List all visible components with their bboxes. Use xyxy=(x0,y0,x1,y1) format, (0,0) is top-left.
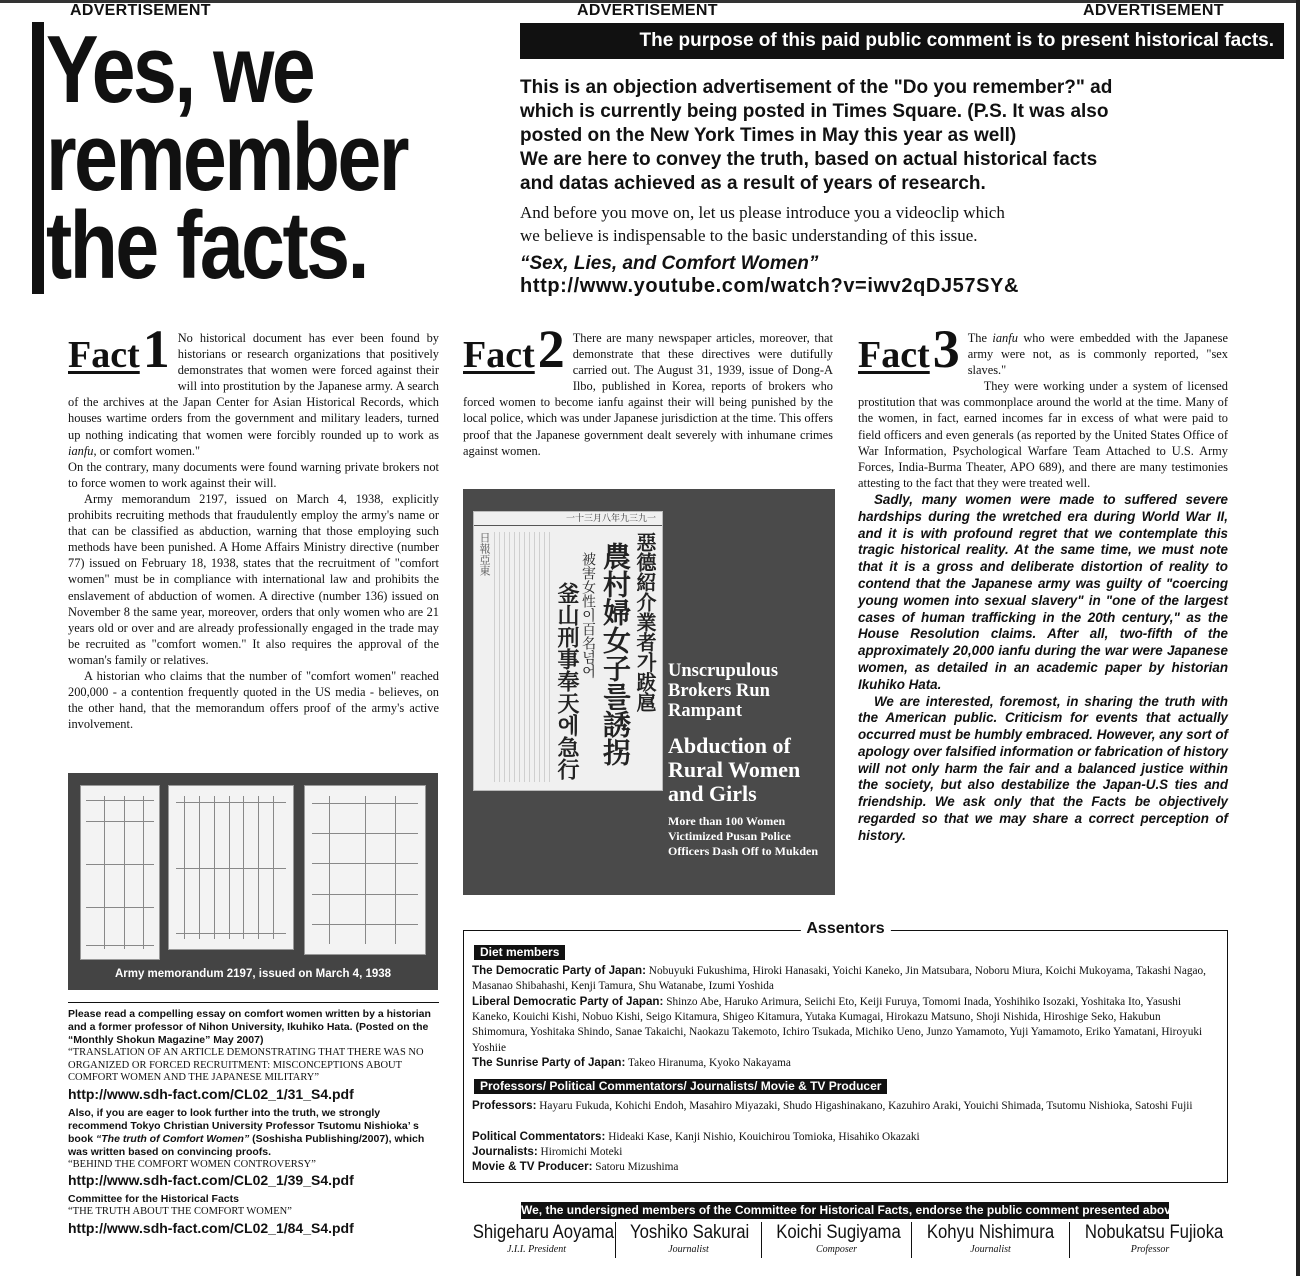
group-label: Movie & TV Producer: xyxy=(472,1160,593,1173)
assentor-group-dpj xyxy=(472,963,1217,994)
assentor-group-sunrise xyxy=(472,1055,1217,1071)
memo-document-1 xyxy=(80,785,160,960)
video-link[interactable]: http://www.youtube.com/watch?v=iwv2qDJ57SY& xyxy=(520,275,1020,297)
clipping-headline-1: 惡德紹介業者가跋扈 xyxy=(633,532,657,712)
fact-3-paragraph-4: We are interested, foremost, in sharing the truth with the American public. Criticism for events that actually occurred must be humbly embraced. However, any sort of apology over falsified information or fabrication of history will not only harm the fair and a balanced justice within the society, but also destabilize the Japan-U.S ties and friendship. We ask only that the Facts be objectively regarded so that we may share a correct perception of history. xyxy=(858,693,1228,843)
video-intro xyxy=(520,201,1120,247)
resources xyxy=(68,1008,438,1237)
fact-1-paragraph-4: A historian who claims that the number of "comfort women" reached 200,000 - a contention frequently quoted in the US media - believes, on the other hand, that the memorandum offers proof of the army's active involvement. xyxy=(68,668,439,732)
ad-label-right: ADVERTISEMENT xyxy=(1083,2,1224,19)
text-run: No historical document has ever been found by historians or research organizations that positively demonstrates that women were forced against their will into prostitution by the Japanese army. A search of the archives at the Japan Center for Asian Historical Records, which houses wartime orders from the government and military leaders, turned up nothing indicating that women were forcibly rounded up to work as xyxy=(68,331,439,442)
signer-role: Journalist xyxy=(668,1244,709,1255)
fact-1-heading xyxy=(68,319,170,382)
signer xyxy=(762,1222,912,1258)
professionals-tag: Professors/ Political Commentators/ Journalists/ Movie & TV Producer xyxy=(474,1079,887,1094)
memorandum-caption: Army memorandum 2197, issued on March 4, 1938 xyxy=(114,968,392,980)
clipping-masthead: 日報亞東 xyxy=(478,532,491,576)
group-label: Political Commentators: xyxy=(472,1130,606,1143)
fact-1-column xyxy=(68,319,439,732)
ianfu-term: ianfu xyxy=(992,331,1018,345)
fact-word: Fact xyxy=(858,334,930,376)
ad-label-left: ADVERTISEMENT xyxy=(70,2,211,19)
intro-line: And before you move on, let us please introduce you a videoclip which xyxy=(520,203,1005,222)
group-label: Liberal Democratic Party of Japan: xyxy=(472,995,664,1008)
assentors-title: Assentors xyxy=(800,920,890,938)
fact-3-paragraph-2: They were working under a system of licensed prostitution that was commonplace around the world at the time. Many of the women, in fact, earned incomes far in excess of what were paid to field officers and even generals (as reported by the United States Office of War Information, Psychological Warfare Team Attached to U.S. Army Forces, India-Burma Theater, APO 689), and there are many testimonies attesting to the fact that they were treated well. xyxy=(858,379,1228,490)
signer-role: J.I.I. President xyxy=(506,1244,567,1255)
group-names: Hideaki Kase, Kanji Nishio, Kouichirou Tomioka, Hisahiko Okazaki xyxy=(608,1131,920,1143)
resources-divider xyxy=(68,1002,439,1003)
fact-1-paragraph-2: On the contrary, many documents were found warning private brokers not to force women to work against their will. xyxy=(68,459,439,490)
assentor-group-commentators xyxy=(472,1129,1217,1145)
fact-1-paragraph-3: Army memorandum 2197, issued on March 4, 1938, explicitly prohibits recruiting methods that fraudulently employ the army's name or that can be classified as abduction, warning that those employing such methods have been punished. A Home Affairs Ministry directive (number 77) issued on February 18, 1938, states that the recruitment of "comfort women" must be in compliance with international law and prohibits the enslavement of abduction of women. A directive (number 136) issued on November 8 the same year, moreover, orders that only women who are 21 years old or over and are already professionally engaged in the trade may be recruited as "comfort women." It also requires the approval of the woman's family or relatives. xyxy=(68,491,439,667)
objection-line: and datas achieved as a result of years of research. xyxy=(520,173,986,194)
group-label: The Sunrise Party of Japan: xyxy=(472,1056,626,1069)
assentor-group-professors xyxy=(472,1098,1217,1114)
resource-note-2 xyxy=(68,1107,438,1159)
fact-3-paragraph-3: Sadly, many women were made to suffered severe hardships during the wretched era during World War II, and it is with profound regret that we contemplate this tragic historical reality. At the same time, we must note that it is a gross and deliberate distortion of reality to contend that the Japanese army was guilty of "coercing young women into sexual slavery" in "one of the largest cases of human trafficking in the 20th century," as the House Resolution claims. After all, two-fifth of the approximately 20,000 ianfu during the war were Japanese women, as detailed in an academic paper by historian Ikuhiko Hata. xyxy=(858,491,1228,692)
signer-role: Composer xyxy=(815,1244,858,1255)
resource-link-3[interactable]: http://www.sdh-fact.com/CL02_1/84_S4.pdf xyxy=(68,1219,354,1236)
signer-name: Kohyu Nishimura xyxy=(926,1222,1055,1243)
fact-number: 2 xyxy=(537,319,565,379)
text-run: , or comfort women." xyxy=(93,443,201,458)
signer xyxy=(616,1222,762,1258)
group-label: Journalists: xyxy=(472,1145,538,1158)
text-run: who were embedded with the Japanese army were not, as is commonly reported, "sex slaves." xyxy=(967,331,1228,378)
group-names: Nobuyuki Fukushima, Hiroki Hanasaki, Yoichi Kaneko, Jin Matsubara, Noboru Miura, Koichi Mukoyama, Takashi Nagao, Masanao Shibahashi, Kenji Tamura, Shu Watanabe, Izumi Yoshida xyxy=(472,965,1206,993)
resource-link-2[interactable]: http://www.sdh-fact.com/CL02_1/39_S4.pdf xyxy=(68,1172,354,1188)
resource-title-3: “THE TRUTH ABOUT THE COMFORT WOMEN” xyxy=(68,1206,292,1217)
headline-line-1: Yes, we xyxy=(46,16,314,123)
group-label: The Democratic Party of Japan: xyxy=(472,964,646,977)
clipping-side-head: 釜山刑事奉天에急行 xyxy=(554,582,579,780)
signers xyxy=(458,1222,1234,1258)
signer xyxy=(458,1222,616,1258)
signer xyxy=(1070,1222,1230,1258)
memorandum-photo xyxy=(68,773,438,990)
fact-word: Fact xyxy=(68,334,140,376)
signer xyxy=(912,1222,1070,1258)
fact-3-heading xyxy=(858,319,960,382)
memo-document-2 xyxy=(168,785,294,950)
memo-document-3 xyxy=(304,785,426,955)
assentor-group-ldp xyxy=(472,994,1217,1056)
text-run: The xyxy=(967,331,993,345)
fact-2-paragraph-1: There are many newspaper articles, moreover, that demonstrate that these directives were dutifully carried out. The August 31, 1939, issue of Dong-A Ilbo, published in Korea, reports of brokers who forced women to become ianfu against their will being punished by the local police, which was under Japanese jurisdiction at the time. This offers proof that the Japanese government dealt severely with inhumane crimes against women. xyxy=(463,331,833,458)
translation-headline-1: Unscrupulous Brokers Run Rampant xyxy=(668,661,779,721)
signer-name: Shigeharu Aoyama xyxy=(472,1222,614,1243)
newspaper-clipping-box xyxy=(463,489,835,895)
headline-line-3: the facts. xyxy=(46,192,367,299)
fact-3-column xyxy=(858,319,1228,845)
signer-name: Koichi Sugiyama xyxy=(776,1222,901,1243)
intro-line: we believe is indispensable to the basic understanding of this issue. xyxy=(520,226,978,245)
group-names: Satoru Mizushima xyxy=(595,1161,679,1173)
purpose-banner: The purpose of this paid public comment is to present historical facts. xyxy=(520,23,1284,59)
group-names: Hiromichi Moteki xyxy=(540,1146,623,1158)
clipping-headline-2: 農村婦女子를誘拐 xyxy=(599,542,632,766)
signer-name: Yoshiko Sakurai xyxy=(629,1222,750,1243)
objection-line: posted on the New York Times in May this year as well) xyxy=(520,125,1017,146)
assentor-group-producer xyxy=(472,1159,1217,1175)
resource-title-2: “BEHIND THE COMFORT WOMEN CONTROVERSY” xyxy=(68,1158,316,1170)
resource-title-1: “TRANSLATION OF AN ARTICLE DEMONSTRATING THAT THERE WAS NO ORGANIZED OR FORCED RECRUITMENT: MISCONCEPTIONS ABOUT COMFORT WOMEN AND THE JAPANESE MILITARY” xyxy=(68,1047,424,1083)
clipping-subhead: 被害女性이百名넘어 xyxy=(580,552,596,678)
resource-note-3: Committee for the Historical Facts xyxy=(68,1193,239,1205)
resource-link-1[interactable]: http://www.sdh-fact.com/CL02_1/31_S4.pdf xyxy=(68,1085,354,1102)
video-title: “Sex, Lies, and Comfort Women” xyxy=(520,253,819,274)
headline-bar xyxy=(32,22,44,294)
fact-number: 3 xyxy=(932,319,960,379)
assentors-box xyxy=(463,920,1228,1183)
group-names: Shinzo Abe, Haruko Arimura, Seiichi Eto, Keiji Furuya, Tomomi Inada, Yoshihiko Isozaki, Yoshitaka Ito, Yasushi Kaneko, Kouichi Kishi, Nobuo Kishi, Seigo Kitamura, Shigeo Kitamura, Yutaka Kumagai, Hirokazu Matsuno, Shoji Nishida, Hiroshige Seko, Hakubun Shimomura, Yoshitaka Shindo, Sanae Takaichi, Naokazu Takemoto, Ichiro Tsukada, Michiko Ueno, Junzo Yamamoto, Yuji Yamamoto, Eriko Yamatani, Hiroyuki Yoshiie xyxy=(472,996,1203,1054)
group-names: Takeo Hiranuma, Kyoko Nakayama xyxy=(627,1057,791,1069)
signer-name: Nobukatsu Fujioka xyxy=(1084,1222,1224,1243)
text-run: Also, if you are eager to look further into the truth, we strongly recommend Tokyo Christian University Professor Tsutomu Nishioka’ s book xyxy=(68,1106,419,1145)
ad-label-center: ADVERTISEMENT xyxy=(577,2,718,19)
fact-2-column xyxy=(463,319,833,459)
ianfu-term: ianfu xyxy=(68,443,94,458)
fact-word: Fact xyxy=(463,334,535,376)
text-run: (Soshisha Publishing/2007), which was written based on convincing proofs. xyxy=(68,1132,425,1158)
headline-line-2: remember xyxy=(46,104,408,211)
book-title: “The truth of Comfort Women” xyxy=(96,1132,250,1145)
signer-role: Journalist xyxy=(970,1244,1011,1255)
right-border xyxy=(1296,0,1300,1276)
fact-2-heading xyxy=(463,319,565,382)
group-names: Hayaru Fukuda, Kohichi Endoh, Masahiro Miyazaki, Shudo Higashinakano, Kazuhiro Araki, Youichi Shimada, Tsutomu Nishioka, Satoshi Fujii xyxy=(539,1100,1193,1112)
endorsement-banner: We, the undersigned members of the Committee for Historical Facts, endorse the public comment presented above xyxy=(521,1203,1178,1217)
objection-line: This is an objection advertisement of the "Do you remember?" ad xyxy=(520,77,1113,98)
resource-note-1: Please read a compelling essay on comfort women written by a historian and a former professor of Nihon University, Ikuhiko Hata. (Posted on the “Monthly Shokun Magazine” May 2007) xyxy=(68,1008,431,1046)
assentor-group-journalists xyxy=(472,1144,1217,1160)
headline xyxy=(46,16,431,299)
translation-headline-2: Abduction of Rural Women and Girls xyxy=(668,733,801,806)
clipping-body-text xyxy=(494,532,554,782)
translation-subhead: More than 100 Women Victimized Pusan Police Officers Dash Off to Mukden xyxy=(668,814,818,858)
objection-line: which is currently being posted in Times Square. (P.S. It was also xyxy=(520,101,1109,122)
signer-role: Professor xyxy=(1130,1244,1170,1255)
objection-line: We are here to convey the truth, based on actual historical facts xyxy=(520,149,1098,170)
clipping-dateline: 一十三月八年九三九一 xyxy=(474,512,662,526)
diet-members-tag: Diet members xyxy=(474,945,565,960)
group-label: Professors: xyxy=(472,1099,537,1112)
fact-number: 1 xyxy=(142,319,170,379)
newspaper-clipping xyxy=(473,511,663,791)
objection-text xyxy=(520,76,1290,196)
